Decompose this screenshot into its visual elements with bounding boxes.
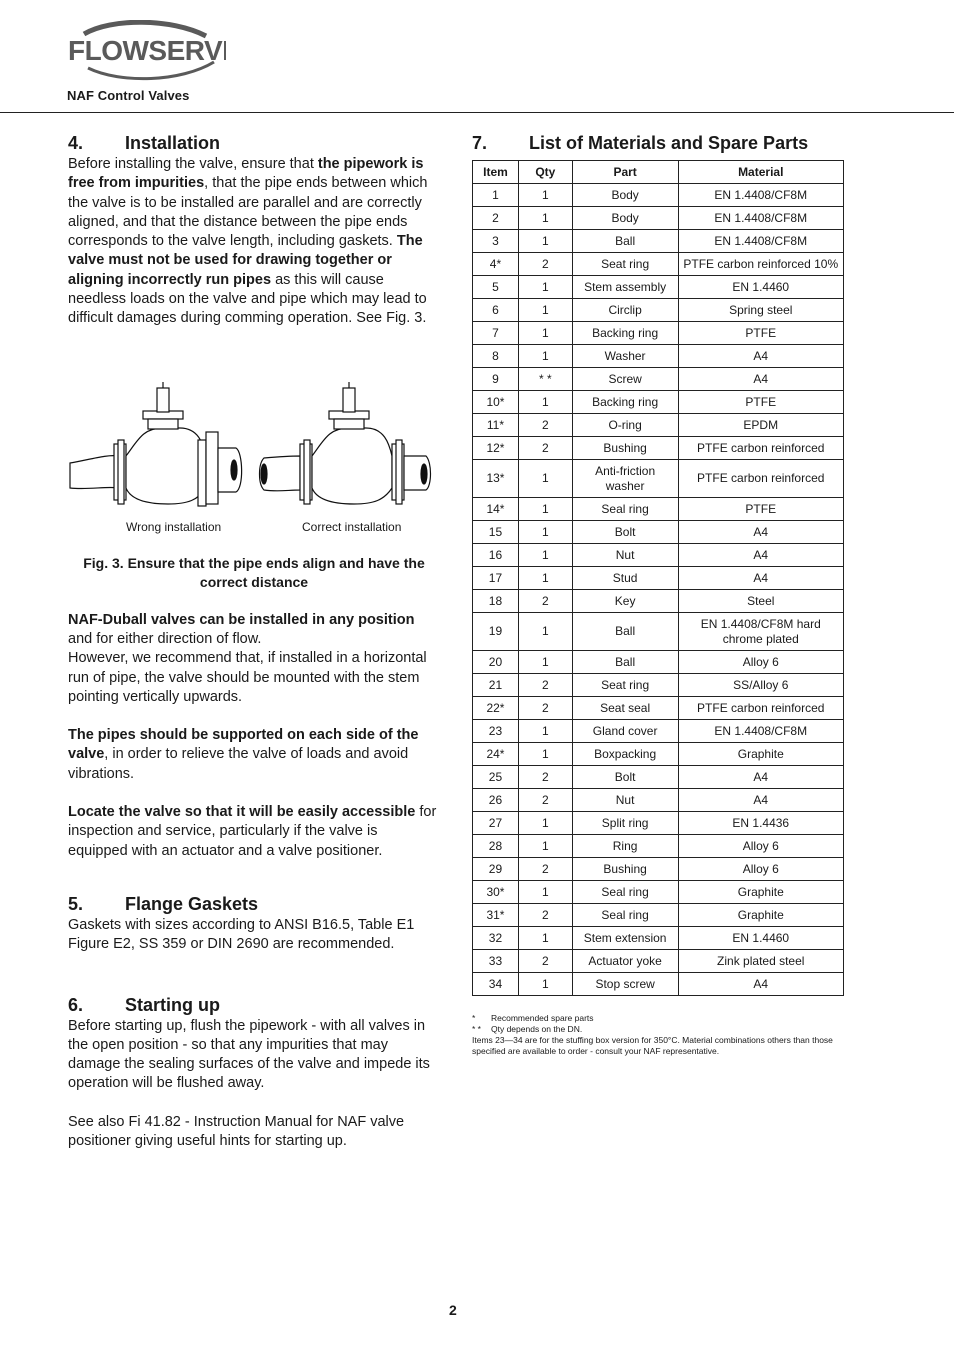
table-cell: Body (572, 207, 678, 230)
table-cell: 1 (518, 299, 572, 322)
text-run: , that the pipe ends between which the valve is to be installed are parallel and are correctly aligned, and that the distance between the pipe ends corresponds to the valve length, including gaskets. (68, 175, 428, 250)
table-cell: Boxpacking (572, 743, 678, 766)
table-cell: 9 (473, 368, 519, 391)
table-row (473, 789, 844, 812)
table-cell: 2 (518, 950, 572, 973)
text-run: and for either direction of flow. (68, 630, 262, 647)
installation-paragraph-1 (68, 155, 440, 329)
table-row (473, 720, 844, 743)
table-cell: 2 (518, 437, 572, 460)
table-cell: 11* (473, 414, 519, 437)
table-row (473, 184, 844, 207)
table-cell: 25 (473, 766, 519, 789)
table-cell: 1 (518, 184, 572, 207)
table-cell: 2 (518, 766, 572, 789)
table-cell: 4* (473, 253, 519, 276)
flowserve-logo (66, 20, 226, 82)
svg-text:FLOWSERVE: FLOWSERVE (68, 35, 226, 66)
table-cell: A4 (678, 521, 844, 544)
table-cell: EN 1.4408/CF8M (678, 720, 844, 743)
installation-figure (68, 348, 440, 548)
table-cell: 2 (518, 858, 572, 881)
table-row (473, 651, 844, 674)
table-cell: Graphite (678, 904, 844, 927)
table-cell: 2 (518, 674, 572, 697)
table-row (473, 253, 844, 276)
section-starting-heading: 6. Starting up (68, 994, 220, 1015)
table-row (473, 567, 844, 590)
table-cell: Zink plated steel (678, 950, 844, 973)
table-cell: SS/Alloy 6 (678, 674, 844, 697)
table-cell: 34 (473, 973, 519, 996)
table-cell: 30* (473, 881, 519, 904)
table-row (473, 299, 844, 322)
table-cell: 2 (518, 697, 572, 720)
table-cell: Seat ring (572, 253, 678, 276)
table-cell: 21 (473, 674, 519, 697)
table-cell: 10* (473, 391, 519, 414)
bold-text-run: NAF-Duball valves can be installed in any position (68, 611, 415, 628)
table-cell: Gland cover (572, 720, 678, 743)
note-text: Qty depends on the DN. (491, 1024, 583, 1034)
table-cell: 22* (473, 697, 519, 720)
table-cell: 8 (473, 345, 519, 368)
table-cell: Alloy 6 (678, 651, 844, 674)
table-cell: 2 (518, 590, 572, 613)
table-cell: PTFE carbon reinforced 10% (678, 253, 844, 276)
table-row (473, 207, 844, 230)
table-row (473, 230, 844, 253)
correct-installation-label: Correct installation (302, 519, 402, 534)
table-cell: 1 (518, 207, 572, 230)
table-cell: A4 (678, 345, 844, 368)
note-symbol: * * (472, 1024, 481, 1034)
section-installation-heading: 4. Installation (68, 133, 221, 153)
column-header: Qty (518, 161, 572, 184)
table-cell: Stem assembly (572, 276, 678, 299)
table-cell: Backing ring (572, 391, 678, 414)
table-cell: 33 (473, 950, 519, 973)
table-cell: 17 (473, 567, 519, 590)
left-column (68, 132, 440, 1151)
table-cell: Circlip (572, 299, 678, 322)
table-row (473, 697, 844, 720)
table-cell: 1 (518, 460, 572, 498)
table-cell: PTFE carbon reinforced (678, 437, 844, 460)
text-run: , in order to relieve the valve of loads and avoid vibrations. (68, 746, 409, 782)
table-cell: 1 (518, 544, 572, 567)
table-cell: 20 (473, 651, 519, 674)
table-cell: 2 (518, 414, 572, 437)
materials-table-body (473, 184, 844, 996)
gaskets-text: Gaskets with sizes according to ANSI B16.5, Table E1 Figure E2, SS 359 or DIN 2690 are recommended. (68, 916, 415, 953)
bold-text-run: The valve must not be used for drawing together or aligning incorrectly run pipes (68, 233, 423, 288)
table-cell: 28 (473, 835, 519, 858)
note-text: Recommended spare parts (491, 1013, 594, 1023)
table-cell: Bolt (572, 521, 678, 544)
table-cell: 24* (473, 743, 519, 766)
table-cell: Backing ring (572, 322, 678, 345)
table-row (473, 973, 844, 996)
table-cell: 2 (518, 904, 572, 927)
table-cell: Stud (572, 567, 678, 590)
table-cell: 1 (473, 184, 519, 207)
table-row (473, 881, 844, 904)
table-cell: Seat ring (572, 674, 678, 697)
table-cell: Bushing (572, 437, 678, 460)
table-cell: EN 1.4460 (678, 927, 844, 950)
table-cell: 1 (518, 613, 572, 651)
table-cell: Split ring (572, 812, 678, 835)
header-rule (0, 112, 954, 113)
table-cell: Seal ring (572, 498, 678, 521)
wrong-installation-label: Wrong installation (126, 519, 222, 534)
table-row (473, 590, 844, 613)
table-cell: 1 (518, 881, 572, 904)
pipe-alignment-diagram (68, 348, 440, 518)
table-cell: EN 1.4436 (678, 812, 844, 835)
table-cell: 1 (518, 835, 572, 858)
section-materials-heading: 7. List of Materials and Spare Parts (472, 133, 809, 153)
table-cell: 19 (473, 613, 519, 651)
table-cell: 1 (518, 927, 572, 950)
table-cell: O-ring (572, 414, 678, 437)
table-cell: EPDM (678, 414, 844, 437)
table-cell: 6 (473, 299, 519, 322)
right-column (472, 132, 844, 1057)
table-cell: EN 1.4408/CF8M (678, 184, 844, 207)
table-cell: PTFE (678, 391, 844, 414)
table-cell: 16 (473, 544, 519, 567)
table-cell: Ball (572, 613, 678, 651)
table-cell: 1 (518, 391, 572, 414)
table-cell: Actuator yoke (572, 950, 678, 973)
table-cell: A4 (678, 567, 844, 590)
table-cell: PTFE carbon reinforced (678, 460, 844, 498)
bold-text-run: The pipes should be supported on each side of the valve (68, 727, 419, 763)
table-row (473, 322, 844, 345)
table-cell: 2 (518, 253, 572, 276)
table-row (473, 391, 844, 414)
starting-text-1: Before starting up, flush the pipework - with all valves in the open position - so that any impurities that may damage the sealing surfaces of the valve and impede its operation will be flushed away. (68, 1017, 430, 1092)
table-row (473, 812, 844, 835)
note-text: Items 23—34 are for the stuffing box version for 350°C. Material combinations others than those specified are available to order - consult your NAF representative. (472, 1035, 833, 1056)
table-cell: A4 (678, 368, 844, 391)
column-header: Material (678, 161, 844, 184)
table-cell: 27 (473, 812, 519, 835)
table-cell: 3 (473, 230, 519, 253)
table-cell: Key (572, 590, 678, 613)
text-run: as this will cause needless loads on the valve and pipe which may lead to difficult damages during comming operation. See Fig. 3. (68, 271, 427, 327)
table-cell: Seal ring (572, 881, 678, 904)
table-cell: Bushing (572, 858, 678, 881)
table-row (473, 414, 844, 437)
table-row (473, 498, 844, 521)
table-cell: Washer (572, 345, 678, 368)
table-cell: 2 (473, 207, 519, 230)
table-cell: Ball (572, 651, 678, 674)
table-cell: * * (518, 368, 572, 391)
table-cell: 2 (518, 789, 572, 812)
text-run: Before installing the valve, ensure that (68, 156, 318, 172)
table-cell: A4 (678, 544, 844, 567)
table-row (473, 927, 844, 950)
table-cell: PTFE (678, 322, 844, 345)
installation-paragraph-3 (68, 726, 440, 784)
table-cell: Stop screw (572, 973, 678, 996)
table-row (473, 904, 844, 927)
table-cell: 1 (518, 651, 572, 674)
table-header-row (473, 161, 844, 184)
table-cell: 1 (518, 230, 572, 253)
starting-text-2: See also Fi 41.82 - Instruction Manual for NAF valve positioner giving useful hints for starting up. (68, 1113, 405, 1150)
table-cell: 14* (473, 498, 519, 521)
table-cell: A4 (678, 973, 844, 996)
table-cell: Steel (678, 590, 844, 613)
table-cell: Ball (572, 230, 678, 253)
table-cell: 1 (518, 720, 572, 743)
bold-text-run: Locate the valve so that it will be easily accessible (68, 804, 416, 821)
bold-text-run: the pipework is free from impurities (68, 156, 424, 192)
section-gaskets-heading: 5. Flange Gaskets (68, 893, 259, 914)
table-cell: Body (572, 184, 678, 207)
table-cell: 1 (518, 345, 572, 368)
table-cell: EN 1.4408/CF8M (678, 230, 844, 253)
table-row (473, 345, 844, 368)
table-row (473, 521, 844, 544)
table-cell: Nut (572, 789, 678, 812)
document-subtitle: NAF Control Valves (67, 88, 190, 103)
table-row (473, 835, 844, 858)
table-row (473, 858, 844, 881)
text-run: for inspection and service, particularly if the valve is equipped with an actuator and a valve positioner. (68, 804, 437, 859)
table-cell: Alloy 6 (678, 835, 844, 858)
table-cell: 1 (518, 276, 572, 299)
table-row (473, 674, 844, 697)
table-notes (472, 1013, 844, 1057)
table-cell: 1 (518, 743, 572, 766)
table-cell: 31* (473, 904, 519, 927)
table-cell: Spring steel (678, 299, 844, 322)
table-cell: 26 (473, 789, 519, 812)
table-cell: Seat seal (572, 697, 678, 720)
table-cell: A4 (678, 766, 844, 789)
page-number: 2 (449, 1302, 457, 1318)
table-cell: 12* (473, 437, 519, 460)
table-row (473, 743, 844, 766)
table-cell: 13* (473, 460, 519, 498)
table-row (473, 368, 844, 391)
table-cell: Graphite (678, 743, 844, 766)
table-cell: Stem extension (572, 927, 678, 950)
figure-caption: Fig. 3. Ensure that the pipe ends align and have the correct distance (83, 554, 425, 590)
table-cell: 5 (473, 276, 519, 299)
table-cell: 1 (518, 973, 572, 996)
installation-paragraph-2b: However, we recommend that, if installed in a horizontal run of pipe, the valve should be mounted with the stem pointing vertically upwards. (68, 650, 427, 705)
column-header: Item (473, 161, 519, 184)
table-cell: PTFE (678, 498, 844, 521)
table-cell: EN 1.4408/CF8M (678, 207, 844, 230)
table-cell: EN 1.4460 (678, 276, 844, 299)
table-cell: PTFE carbon reinforced (678, 697, 844, 720)
table-cell: Alloy 6 (678, 858, 844, 881)
table-row (473, 460, 844, 498)
table-cell: Nut (572, 544, 678, 567)
table-row (473, 766, 844, 789)
table-cell: 29 (473, 858, 519, 881)
installation-paragraph-2 (68, 611, 440, 650)
table-cell: 1 (518, 567, 572, 590)
table-cell: 1 (518, 812, 572, 835)
table-cell: 1 (518, 322, 572, 345)
table-cell: Screw (572, 368, 678, 391)
table-cell: 1 (518, 521, 572, 544)
table-cell: 23 (473, 720, 519, 743)
table-cell: Ring (572, 835, 678, 858)
table-cell: 32 (473, 927, 519, 950)
installation-paragraph-4 (68, 803, 440, 861)
table-cell: 7 (473, 322, 519, 345)
table-cell: A4 (678, 789, 844, 812)
table-cell: Graphite (678, 881, 844, 904)
column-header: Part (572, 161, 678, 184)
table-cell: 1 (518, 498, 572, 521)
table-cell: 18 (473, 590, 519, 613)
table-row (473, 950, 844, 973)
table-cell: Anti-friction washer (572, 460, 678, 498)
table-cell: Seal ring (572, 904, 678, 927)
materials-table (472, 160, 844, 996)
table-row (473, 437, 844, 460)
table-cell: Bolt (572, 766, 678, 789)
table-cell: 15 (473, 521, 519, 544)
table-row (473, 613, 844, 651)
table-row (473, 544, 844, 567)
note-symbol: * (472, 1013, 476, 1023)
table-row (473, 276, 844, 299)
table-cell: EN 1.4408/CF8M hard chrome plated (678, 613, 844, 651)
